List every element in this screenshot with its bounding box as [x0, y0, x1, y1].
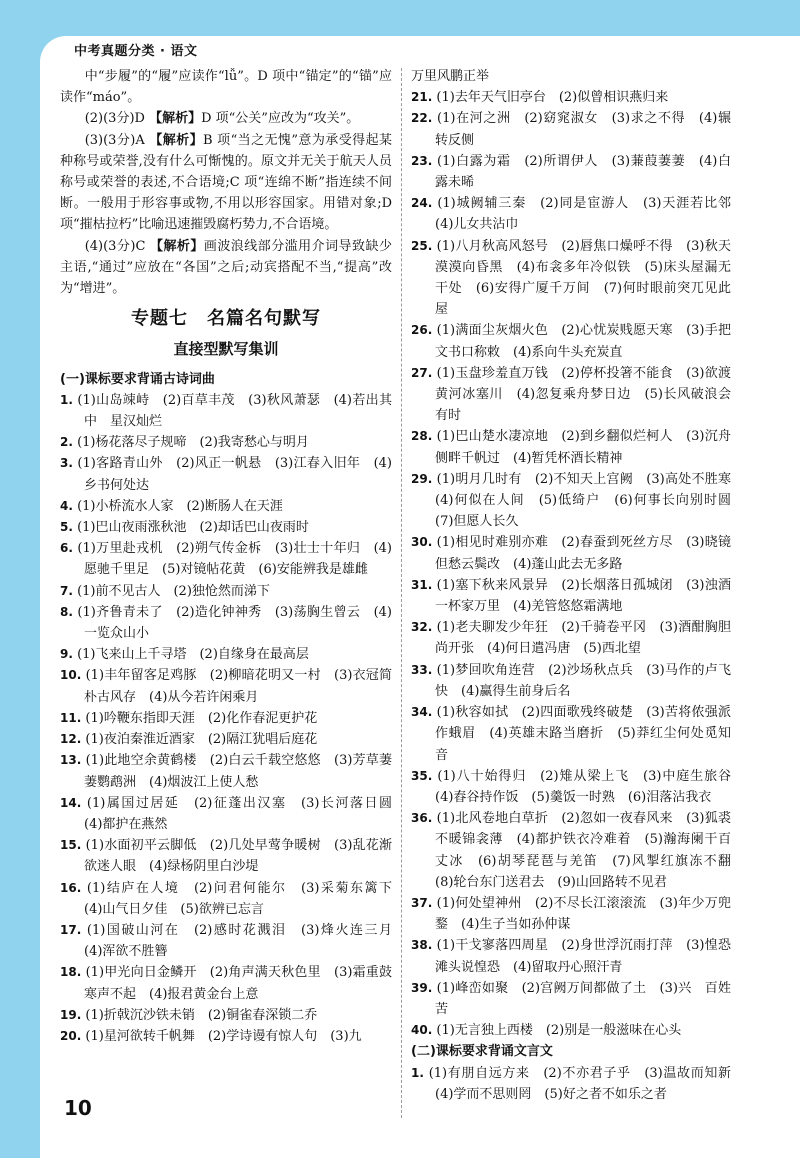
item-number: 15.: [60, 838, 82, 853]
continuation-line: 万里风鹏正举: [411, 69, 490, 84]
item-number: 21.: [411, 90, 433, 105]
item-text: (1)塞下秋来风景异 (2)长烟落日孤城闭 (3)浊酒一杯家万里 (4)羌管悠悠霜满地: [435, 577, 731, 615]
item-number: 26.: [411, 323, 433, 338]
item-number: 31.: [411, 577, 433, 592]
explanation-text: 画波浪线部分滥用介词导致缺少主语,“通过”应放在“各国”之后;动宾搭配不当,“提高”改为“增进”。: [60, 238, 392, 297]
list-item: [411, 660, 731, 702]
item-text: (1)吟鞭东指即天涯 (2)化作春泥更护花: [85, 710, 318, 726]
item-number: 9.: [60, 647, 73, 662]
item-text: (1)属国过居延 (2)征蓬出汉塞 (3)长河落日圆 (4)都护在燕然: [84, 795, 406, 832]
item-text: (1)此地空余黄鹤楼 (2)白云千载空悠悠 (3)芳草萋萋鹦鹉洲 (4)烟波江上使人愁: [84, 753, 392, 790]
list-item: [60, 835, 392, 877]
list-item: [60, 517, 392, 538]
answer-label: (2)(3分)D: [84, 111, 150, 127]
item-number: 7.: [60, 583, 73, 598]
list-item: [60, 496, 392, 517]
item-number: 32.: [411, 620, 433, 635]
item-text: (1)在河之洲 (2)窈窕淑女 (3)求之不得 (4)辗转反侧: [435, 111, 731, 148]
item-text: (1)白露为霜 (2)所谓伊人 (3)蒹葭萋萋 (4)白露未晞: [435, 153, 731, 191]
item-number: 35.: [411, 768, 433, 783]
list-item: [60, 602, 392, 644]
explanation-paragraph: [60, 108, 392, 129]
item-number: 11.: [60, 710, 82, 725]
list-item: [411, 320, 731, 362]
item-text: (1)山岛竦峙 (2)百草丰茂 (3)秋风萧瑟 (4)若出其中 星汉灿烂: [77, 392, 392, 430]
item-text: (1)夜泊秦淮近酒家 (2)隔江犹唱后庭花: [85, 732, 318, 748]
section-subtitle: 直接型默写集训: [173, 340, 279, 359]
list-item: [411, 978, 731, 1020]
item-text: (1)城阙辅三秦 (2)同是宦游人 (3)天涯若比邻 (4)儿女共沾巾: [435, 196, 745, 233]
item-number: 40.: [411, 1023, 433, 1038]
list-item: [60, 729, 392, 750]
explanation-paragraph: [60, 236, 392, 300]
item-text: (1)丰年留客足鸡豚 (2)柳暗花明又一村 (3)衣冠简朴古风存 (4)从今若许闲乘月: [84, 668, 392, 705]
left-column: [60, 66, 406, 1047]
item-text: (1)客路青山外 (2)风正一帆悬 (3)江春入旧年 (4)乡书何处达: [77, 456, 392, 493]
list-item: [411, 236, 731, 321]
item-number: 1.: [60, 392, 73, 407]
list-item: [411, 935, 731, 977]
explanation-text: D 项“公关”应改为“攻关”。: [201, 111, 360, 127]
list-item: [60, 1026, 392, 1047]
item-text: (1)国破山河在 (2)感时花溅泪 (3)烽火连三月 (4)浑欲不胜簪: [84, 922, 406, 960]
item-text: (1)相见时难别亦难 (2)春蚕到死丝方尽 (3)晓镜但愁云鬓改 (4)蓬山此去无多路: [435, 535, 731, 572]
item-number: 17.: [60, 922, 82, 937]
item-number: 25.: [411, 238, 433, 253]
item-text: (1)老夫聊发少年狂 (2)千骑卷平冈 (3)酒酣胸胆尚开张 (4)何日遣冯唐 (5)西北望: [435, 620, 731, 657]
analysis-tag: 【解析】: [150, 238, 204, 254]
item-text: (1)满面尘灰烟火色 (2)心忧炭贱愿天寒 (3)手把文书口称敕 (4)系向牛头充炭直: [435, 323, 731, 360]
item-text: (1)巴山夜雨涨秋池 (2)却话巴山夜雨时: [77, 520, 309, 536]
item-number: 12.: [60, 732, 82, 747]
item-number: 27.: [411, 365, 433, 380]
poem-answer-list-left: [60, 390, 406, 1047]
item-number: 20.: [60, 1028, 82, 1043]
answer-label: (3)(3分)A: [84, 132, 150, 148]
item-number: 28.: [411, 429, 433, 444]
item-number: 39.: [411, 980, 433, 995]
list-item: [411, 1063, 745, 1105]
list-item: [411, 575, 731, 617]
item-number: 8.: [60, 604, 73, 619]
list-item: [60, 665, 392, 707]
item-text: (1)结庐在人境 (2)问君何能尔 (3)采菊东篱下 (4)山气日夕佳 (5)欲辨已忘言: [84, 880, 406, 917]
item-text: (1)小桥流水人家 (2)断肠人在天涯: [77, 498, 283, 514]
list-item: [60, 920, 406, 962]
item-text: (1)北风卷地白草折 (2)忽如一夜春风来 (3)狐裘不暖锦衾薄 (4)都护铁衣冷难着 (5)瀚海阑干百丈冰 (6)胡琴琵琶与羌笛 (7)风掣红旗冻不翻 (8)轮台东门送君去 (9)山回路转不见君: [435, 811, 745, 890]
item-text: (1)去年天气旧亭台 (2)似曾相识燕归来: [436, 90, 669, 106]
item-number: 34.: [411, 705, 433, 720]
list-item: [411, 363, 731, 427]
list-item: [60, 390, 392, 432]
list-item: [411, 702, 731, 766]
item-text: (1)折戟沉沙铁未销 (2)铜雀春深锁二乔: [85, 1007, 318, 1023]
list-item: [60, 750, 392, 792]
item-number: 22.: [411, 111, 433, 126]
item-text: (1)玉盘珍羞直万钱 (2)停杯投箸不能食 (3)欲渡黄河冰塞川 (4)忽复乘舟梦日边 (5)长风破浪会有时: [435, 365, 731, 424]
list-item: [60, 581, 392, 602]
item-text: (1)巴山楚水凄凉地 (2)到乡翻似烂柯人 (3)沉舟侧畔千帆过 (4)暂凭杯酒长精神: [435, 429, 731, 466]
classical-answer-list: [411, 1063, 745, 1105]
item-number: 38.: [411, 938, 433, 953]
explanation-paragraph: [60, 66, 392, 108]
section-heading-poems: (一)课标要求背诵古诗词曲: [60, 371, 215, 387]
item-number: 18.: [60, 965, 82, 980]
item-number: 33.: [411, 662, 433, 677]
item-number: 36.: [411, 811, 433, 826]
section-heading-classical: (二)课标要求背诵文言文: [411, 1044, 553, 1060]
list-item: [411, 151, 731, 193]
list-item: [411, 532, 731, 574]
item-number: 13.: [60, 753, 82, 768]
item-text: (1)梦回吹角连营 (2)沙场秋点兵 (3)马作的卢飞快 (4)赢得生前身后名: [435, 662, 731, 699]
item-text: (1)飞来山上千寻塔 (2)自缘身在最高层: [77, 647, 309, 663]
column-divider: [401, 68, 402, 1118]
list-item: [60, 432, 392, 453]
topic-title: 专题七 名篇名句默写: [131, 308, 321, 330]
item-number: 37.: [411, 895, 433, 910]
item-number: 16.: [60, 880, 82, 895]
item-text: (1)无言独上西楼 (2)别是一般滋味在心头: [436, 1023, 682, 1039]
item-number: 2.: [60, 435, 73, 450]
item-text: (1)干戈寥落四周星 (2)身世浮沉雨打萍 (3)惶恐滩头说惶恐 (4)留取丹心照汗青: [435, 938, 731, 975]
list-item: [411, 617, 731, 659]
list-item: [411, 426, 731, 468]
item-text: (1)杨花落尽子规啼 (2)我寄愁心与明月: [77, 435, 309, 451]
item-number: 14.: [60, 795, 82, 810]
list-item: [60, 793, 406, 835]
item-number: 10.: [60, 668, 82, 683]
item-text: (1)秋容如拭 (2)四面歌残终破楚 (3)苦将侬强派作蛾眉 (4)英雄末路当磨折 (5)莽红尘何处觅知音: [435, 705, 731, 763]
list-item: [60, 538, 392, 580]
item-number: 5.: [60, 520, 73, 535]
list-item: [411, 87, 731, 108]
list-item: [60, 962, 392, 1004]
item-number: 30.: [411, 535, 433, 550]
item-number: 6.: [60, 541, 73, 556]
item-number: 23.: [411, 153, 433, 168]
item-number: 29.: [411, 471, 433, 486]
item-text: (1)有朋自远方来 (2)不亦君子乎 (3)温故而知新 (4)学而不思则罔 (5)好之者不如乐之者: [428, 1065, 745, 1102]
poem-answer-list-right: [411, 87, 745, 1041]
analysis-tag: 【解析】: [149, 132, 204, 148]
page-header: 中考真题分类 · 语文: [74, 44, 198, 59]
item-text: (1)何处望神州 (2)不尽长江滚滚流 (3)年少万兜鍪 (4)生子当如孙仲谋: [435, 895, 731, 933]
list-item: [411, 808, 745, 893]
right-column: [411, 66, 745, 1105]
list-item: [60, 644, 392, 665]
item-number: 1.: [411, 1065, 424, 1080]
item-text: (1)星河欲转千帆舞 (2)学诗谩有惊人句 (3)九: [85, 1028, 362, 1044]
item-number: 24.: [411, 196, 433, 211]
list-item: [411, 1020, 731, 1041]
list-item: [411, 469, 745, 533]
item-text: (1)峰峦如聚 (2)宫阙万间都做了土 (3)兴 百姓苦: [435, 980, 731, 1017]
analysis-tag: 【解析】: [149, 111, 202, 127]
item-number: 19.: [60, 1007, 82, 1022]
list-item: [60, 1005, 392, 1026]
item-text: (1)八月秋高风怒号 (2)唇焦口燥呼不得 (3)秋天漠漠向昏黑 (4)布衾多年冷似铁 (5)床头屋漏无干处 (6)安得广厦千万间 (7)何时眼前突兀见此屋: [435, 238, 731, 318]
item-text: (1)明月几时有 (2)不知天上宫阙 (3)高处不胜寒 (4)何似在人间 (5)低绮户 (6)何事长向别时圆 (7)但愿人长久: [435, 471, 745, 530]
item-text: (1)甲光向日金鳞开 (2)角声满天秋色里 (3)霜重鼓寒声不起 (4)报君黄金台上意: [84, 965, 392, 1002]
list-item: [411, 108, 731, 150]
item-number: 4.: [60, 498, 73, 513]
item-text: (1)万里赴戎机 (2)朔气传金柝 (3)壮士十年归 (4)愿驰千里足 (5)对镜帖花黄 (6)安能辨我是雄雌: [77, 541, 392, 578]
item-text: (1)前不见古人 (2)独怆然而涕下: [77, 583, 270, 599]
explanation-paragraph: [60, 130, 392, 236]
page-number: 10: [64, 1096, 92, 1120]
list-item: [60, 708, 392, 729]
list-item: [60, 453, 392, 495]
list-item: [411, 766, 745, 808]
item-text: (1)八十始得归 (2)雉从梁上飞 (3)中庭生旅谷 (4)舂谷持作饭 (5)羹饭一时熟 (6)泪落沾我衣: [435, 768, 745, 805]
item-number: 3.: [60, 456, 73, 471]
item-text: (1)水面初平云脚低 (2)几处早莺争暖树 (3)乱花渐欲迷人眼 (4)绿杨阴里白沙堤: [84, 838, 392, 875]
answer-label: (4)(3分)C: [84, 238, 150, 254]
explanation-text: 中“步履”的“履”应读作“lǚ”。D 项中“锚定”的“锚”应读作“máo”。: [60, 69, 392, 106]
list-item: [60, 878, 406, 920]
answer-explanations: [60, 66, 392, 299]
explanation-text: B 项“当之无愧”意为承受得起某种称号或荣誉,没有什么可惭愧的。原文并无关于航天人员称号或荣誉的表述,不合语境;C 项“连绵不断”指连续不间断。一般用于形容事或物,不用以形容国家。用错对象;D 项“摧枯拉朽”比喻迅速摧毁腐朽势力,不合语境。: [60, 132, 392, 233]
item-text: (1)齐鲁青未了 (2)造化钟神秀 (3)荡胸生曾云 (4)一览众山小: [77, 604, 392, 642]
list-item: [411, 893, 731, 935]
list-item: [411, 193, 745, 235]
